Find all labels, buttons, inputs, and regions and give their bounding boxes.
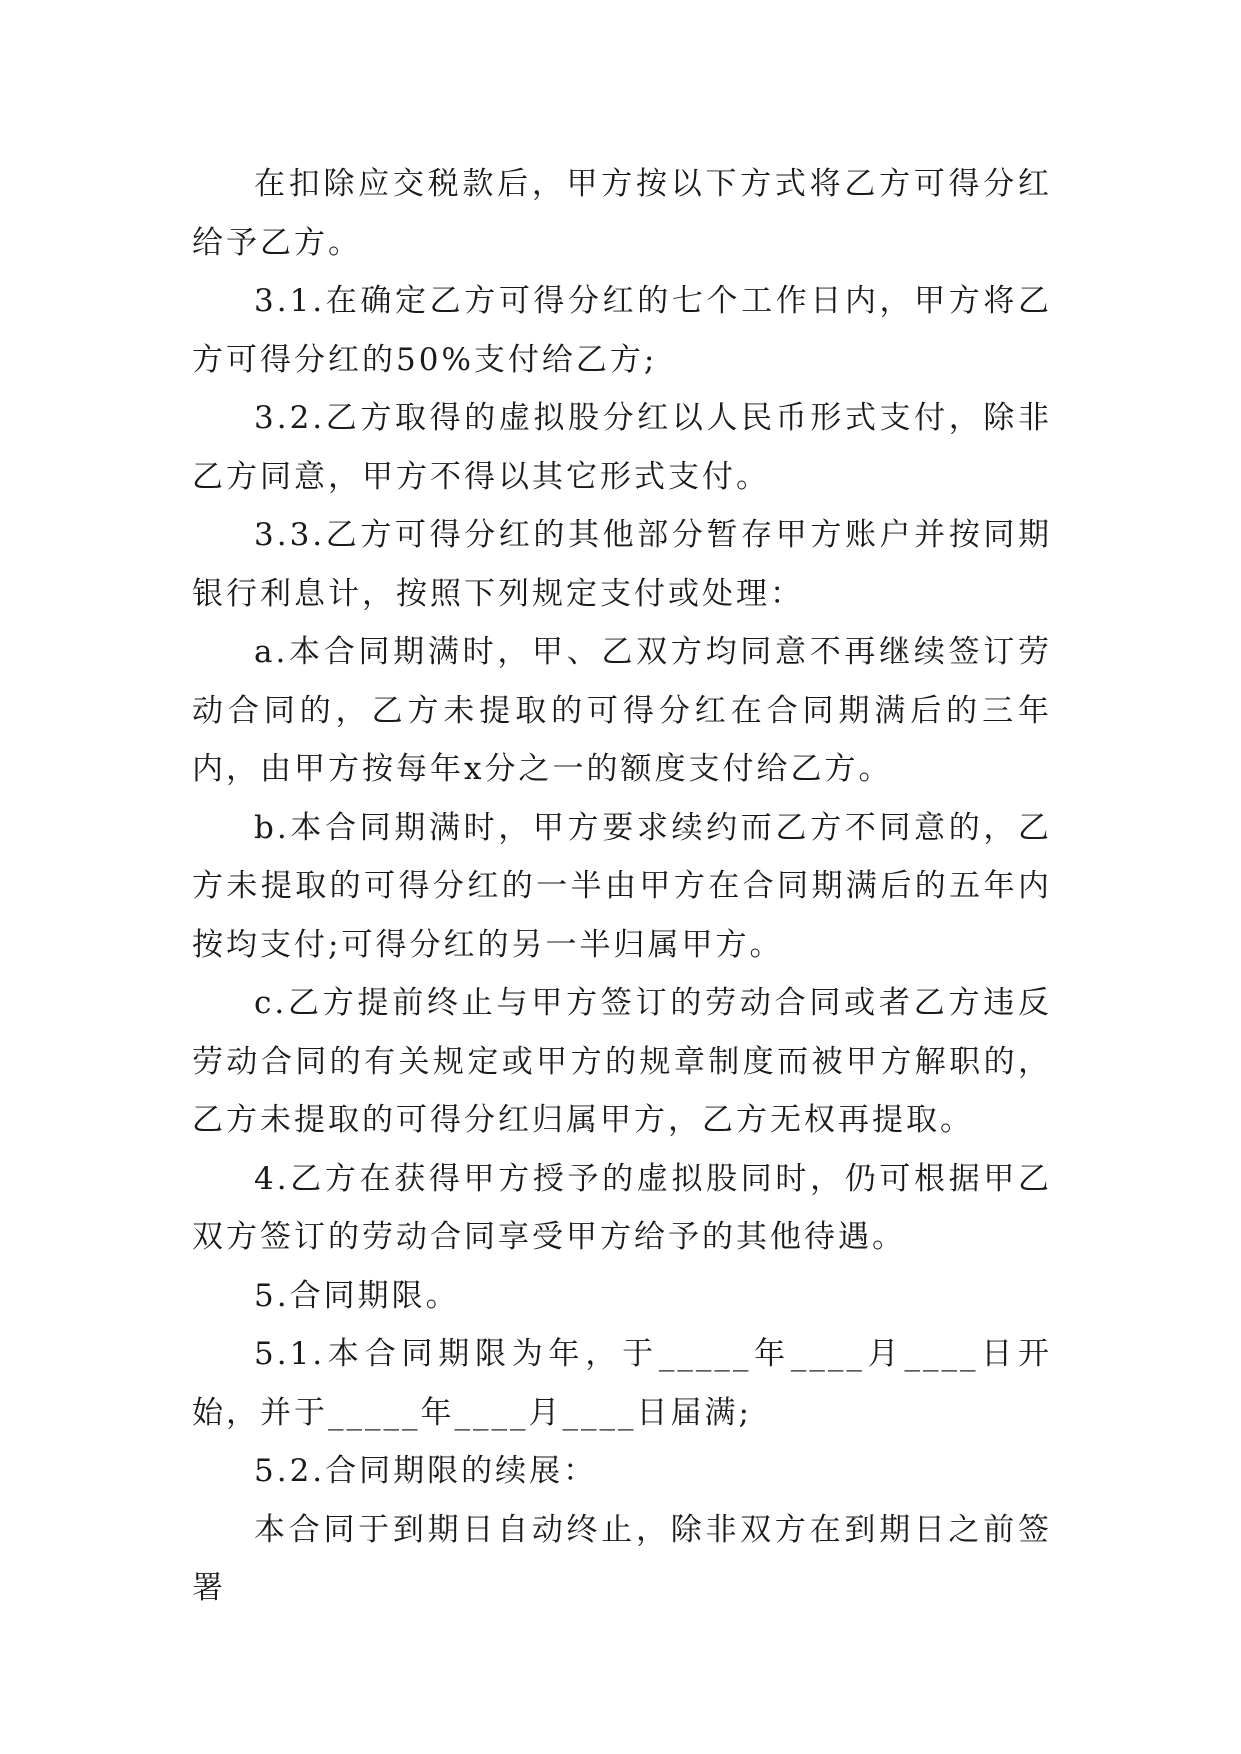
- paragraph-clause-3-1: 3.1.在确定乙方可得分红的七个工作日内，甲方将乙方可得分红的50%支付给乙方;: [192, 283, 1052, 378]
- paragraph-clause-a: a.本合同期满时，甲、乙双方均同意不再继续签订劳动合同的，乙方未提取的可得分红在合同期满后的三年内，由甲方按每年x分之一的额度支付给乙方。: [192, 634, 1052, 787]
- paragraph-clause-b: b.本合同期满时，甲方要求续约而乙方不同意的，乙方未提取的可得分红的一半由甲方在合同期满后的五年内按均支付;可得分红的另一半归属甲方。: [192, 809, 1052, 963]
- paragraph-dividend-intro: 在扣除应交税款后，甲方按以下方式将乙方可得分红给予乙方。: [192, 166, 1052, 261]
- paragraph-termination: 本合同于到期日自动终止，除非双方在到期日之前签署: [192, 1511, 1052, 1606]
- paragraph-clause-3-2: 3.2.乙方取得的虚拟股分红以人民币形式支付，除非乙方同意，甲方不得以其它形式支付。: [192, 400, 1052, 495]
- paragraph-clause-5-1: 5.1.本合同期限为年，于_____年____月____日开始，并于_____年____月____日届满;: [192, 1336, 1052, 1431]
- paragraph-clause-c: c.乙方提前终止与甲方签订的劳动合同或者乙方违反劳动合同的有关规定或甲方的规章制度而被甲方解职的，乙方未提取的可得分红归属甲方，乙方无权再提取。: [192, 985, 1052, 1138]
- paragraph-clause-3-3: 3.3.乙方可得分红的其他部分暂存甲方账户并按同期银行利息计，按照下列规定支付或处理：: [192, 517, 1052, 612]
- paragraph-clause-5-2: 5.2.合同期限的续展：: [254, 1453, 598, 1489]
- paragraph-clause-5: 5.合同期限。: [254, 1277, 460, 1314]
- document-body: [192, 155, 1052, 1618]
- paragraph-clause-4: 4.乙方在获得甲方授予的虚拟股同时，仍可根据甲乙双方签订的劳动合同享受甲方给予的其他待遇。: [192, 1160, 1052, 1255]
